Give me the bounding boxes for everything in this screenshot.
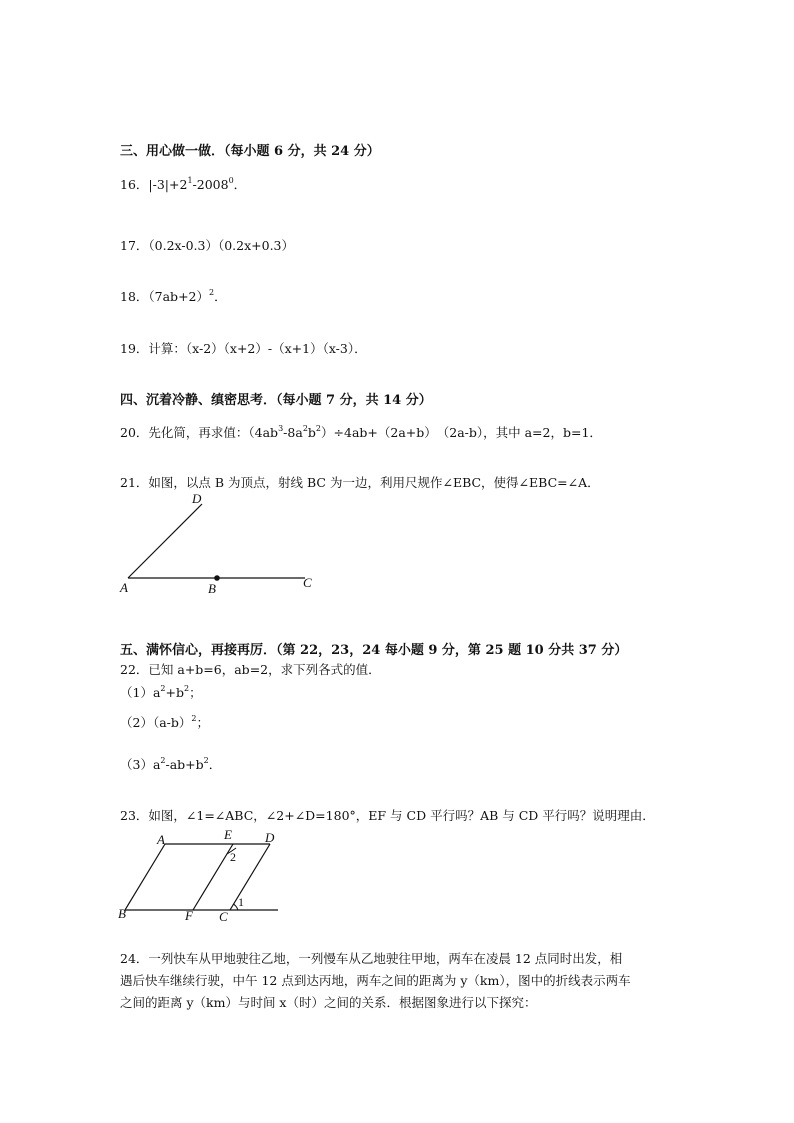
q16-exponent: 0 <box>228 176 234 185</box>
q18-exponent: 2 <box>209 288 215 297</box>
q22-3-exponent: 2 <box>160 756 166 765</box>
q22-3-part: -ab+b <box>165 757 204 772</box>
label-d: D <box>192 491 202 506</box>
label-angle-1: 1 <box>238 895 244 909</box>
q22-1-exponent: 2 <box>183 684 190 693</box>
q22-2-exponent: 2 <box>191 714 197 723</box>
question-18 <box>120 287 227 305</box>
q18-tail: ． <box>214 289 227 304</box>
q16-number: 16． <box>120 177 149 192</box>
segment-dc <box>230 844 270 910</box>
label-b: B <box>118 906 126 921</box>
section-3-heading: 三、用心做一做．（每小题 6 分，共 24 分） <box>120 144 380 159</box>
label-a: A <box>120 580 128 595</box>
question-22: 22．已知 a+b=6，ab=2，求下列各式的值． <box>120 662 381 677</box>
q20-part: b <box>307 425 316 440</box>
q22-3-exponent: 2 <box>203 756 209 765</box>
question-24-line-2: 遇后快车继续行驶，中午 12 点到达丙地，两车之间的距离为 y（km），图中的折线表示两车 <box>120 973 631 988</box>
question-22-part-1 <box>120 683 202 701</box>
q20-part: 20．先化简，再求值：（4ab <box>120 425 279 440</box>
q20-exponent: 2 <box>302 424 308 433</box>
q22-1-part: +b <box>165 685 184 700</box>
figure-23-diagram <box>110 826 290 926</box>
segment-ab <box>125 844 165 910</box>
question-20 <box>120 423 602 441</box>
q22-2-part: ； <box>196 715 209 730</box>
q20-exponent: 3 <box>278 424 284 433</box>
question-16 <box>120 175 246 193</box>
question-19: 19．计算：（x-2）（x+2）-（x+1）（x-3）． <box>120 341 367 356</box>
section-4-heading: 四、沉着冷静、缜密思考．（每小题 7 分，共 14 分） <box>120 393 432 408</box>
q20-exponent: 2 <box>315 424 322 433</box>
q22-1-part: ； <box>189 685 202 700</box>
q22-3-part: （3）a <box>120 757 161 772</box>
q16-part: |-3|+2 <box>148 177 188 192</box>
q22-3-part: ． <box>208 757 222 772</box>
question-21: 21．如图，以点 B 为顶点，射线 BC 为一边，利用尺规作∠EBC，使得∠EBC=∠A． <box>120 475 600 490</box>
question-22-part-3 <box>120 755 221 773</box>
q16-exponent: 1 <box>187 176 193 185</box>
question-24-line-1: 24．一列快车从甲地驶往乙地，一列慢车从乙地驶往甲地，两车在凌晨 12 点同时出发，相 <box>120 951 623 966</box>
label-a: A <box>157 832 165 847</box>
q16-part: ． <box>233 177 247 192</box>
label-f: F <box>185 908 193 923</box>
label-d: D <box>265 830 275 845</box>
label-b: B <box>208 581 216 596</box>
question-17: 17．（0.2x-0.3）（0.2x+0.3） <box>120 238 294 253</box>
q20-part: ）÷4ab+（2a+b） （2a-b），其中 a=2，b=1． <box>321 425 602 440</box>
q22-1-part: （1）a <box>120 685 161 700</box>
question-23: 23．如图，∠1=∠ABC，∠2+∠D=180°，EF 与 CD 平行吗？AB 与 CD 平行吗？说明理由． <box>120 808 655 823</box>
figure-21-diagram <box>110 488 340 603</box>
section-5-heading: 五、满怀信心，再接再厉．（第 22，23，24 每小题 9 分，第 25 题 10 分共 37 分） <box>120 643 628 658</box>
q22-2-part: （2）（a-b） <box>120 715 192 730</box>
ray-ad <box>128 504 202 578</box>
q18-expression: 18．（7ab+2） <box>120 289 209 304</box>
question-22-part-2 <box>120 713 209 731</box>
q16-part: -2008 <box>192 177 229 192</box>
label-c: C <box>219 909 228 924</box>
q22-1-exponent: 2 <box>160 684 166 693</box>
q20-part: -8a <box>283 425 303 440</box>
point-b <box>214 575 220 581</box>
question-24-line-3: 之间的距离 y（km）与时间 x（时）之间的关系．根据图象进行以下探究： <box>120 995 537 1010</box>
label-angle-2: 2 <box>230 850 236 864</box>
label-c: C <box>303 575 312 590</box>
label-e: E <box>224 827 232 842</box>
